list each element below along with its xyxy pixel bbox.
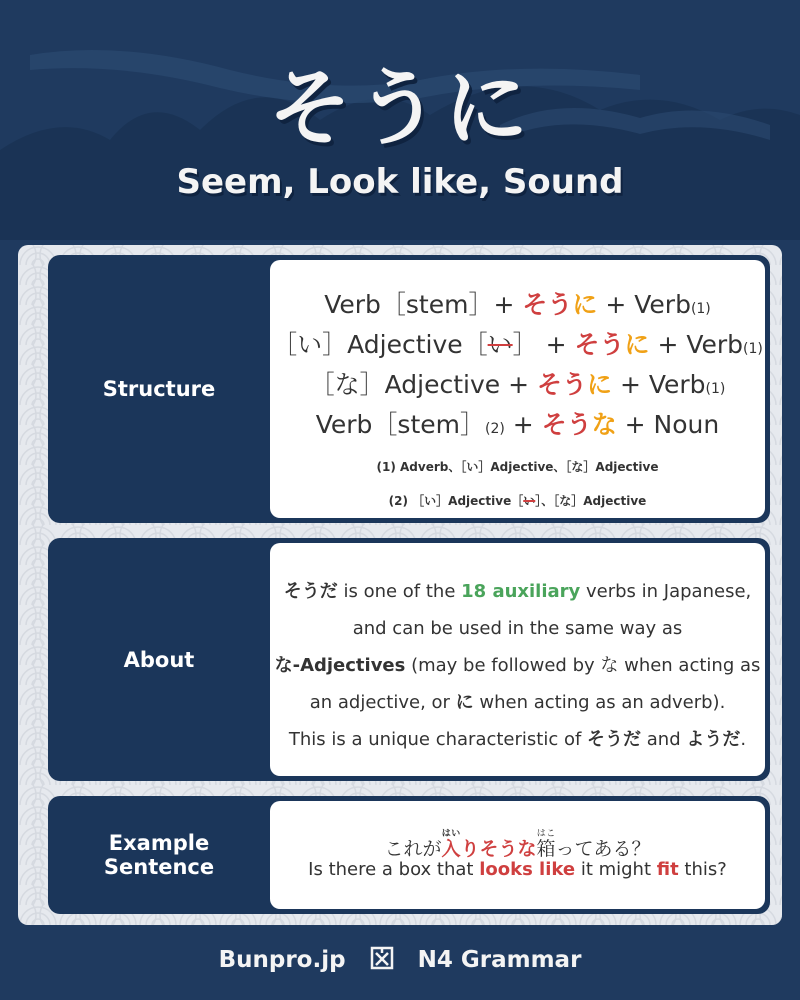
- about-label: About: [123, 647, 195, 672]
- example-content: [270, 801, 765, 909]
- about-line-3: な-Adjectives (may be followed by な when acting as: [274, 655, 761, 676]
- page-title: そうに: [267, 59, 532, 157]
- structure-line-1: Verb［stem］+ そうに + Verb(1): [324, 290, 711, 319]
- footer-site[interactable]: Bunpro.jp: [218, 947, 346, 973]
- about-content: [270, 543, 765, 776]
- structure-label: Structure: [102, 377, 216, 401]
- structure-line-4: Verb［stem］(2) + そうな + Noun: [315, 410, 720, 439]
- bunpro-logo-icon: [368, 944, 396, 972]
- example-label: Example Sentence: [103, 831, 215, 879]
- footer-level: N4 Grammar: [417, 947, 582, 973]
- structure-note-2: (2) ［い］Adjective［い］、［な］Adjective: [388, 494, 647, 508]
- page-subtitle: Seem, Look like, Sound: [176, 162, 624, 202]
- example-section: [48, 796, 770, 914]
- structure-note-1: (1) Adverb、［い］Adjective、［な］Adjective: [376, 460, 659, 474]
- example-english: Is there a box that looks like it might fit this?: [308, 859, 727, 880]
- about-line-2: and can be used in the same way as: [352, 618, 683, 639]
- about-line-5: This is a unique characteristic of そうだ and ようだ.: [288, 729, 747, 750]
- about-line-1: そうだ is one of the 18 auxiliary verbs in Japanese,: [283, 581, 752, 602]
- about-section: [48, 538, 770, 781]
- structure-line-2: ［い］Adjective［い］ + そうに + Verb(1): [272, 330, 763, 359]
- content-panel: [18, 245, 782, 925]
- example-japanese: これが入はいりそうな箱はこってある？: [384, 829, 651, 860]
- structure-line-3: ［な］Adjective + そうに + Verb(1): [309, 370, 726, 399]
- footer: [0, 940, 800, 980]
- structure-section: [48, 255, 770, 523]
- about-line-4: an adjective, or に when acting as an adverb).: [309, 692, 726, 713]
- structure-content: [270, 260, 765, 518]
